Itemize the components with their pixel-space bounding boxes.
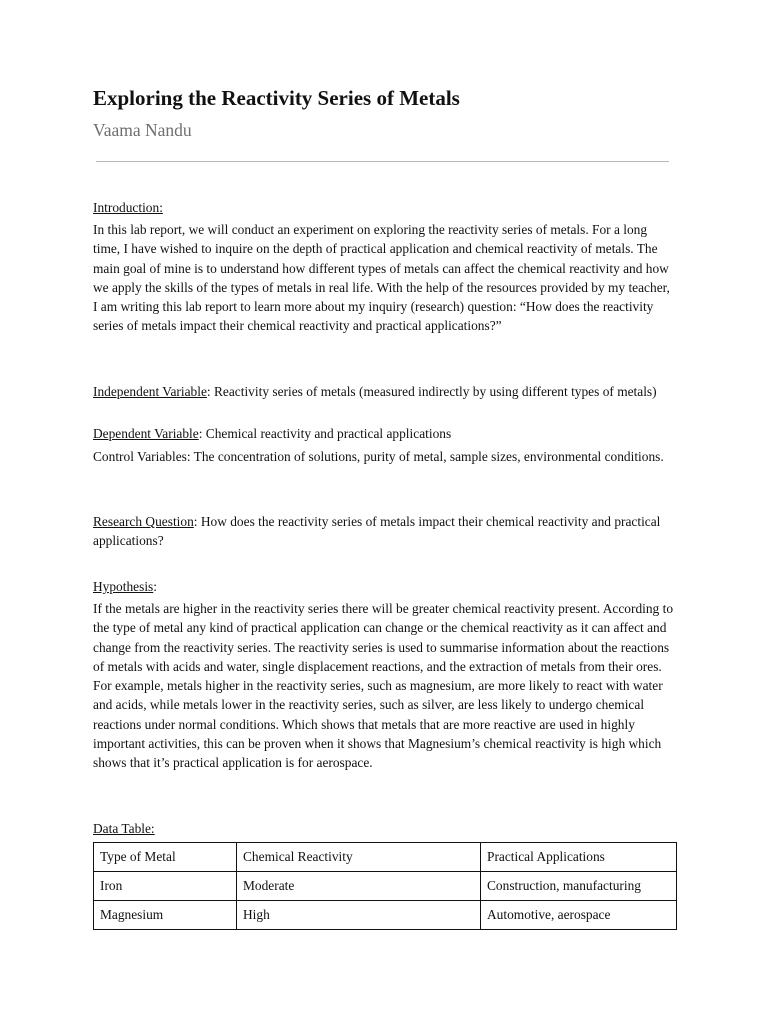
table-cell: Magnesium: [94, 901, 237, 930]
independent-variable-label: Independent Variable: [93, 384, 207, 399]
title-divider: [96, 161, 669, 162]
table-cell: Moderate: [237, 872, 481, 901]
introduction-paragraph: In this lab report, we will conduct an experiment on exploring the reactivity series of metals. For a long time, I have wished to inquire on the depth of practical application and chemical reactivity of metals. The main goal of mine is to understand how different types of metals can affect the chemical reactivity and how we apply the skills of the types of metals in real life. With the help of the resources provided by my teacher, I am writing this lab report to learn more about my inquiry (research) question: “How does the reactivity series of metals impact their chemical reactivity and practical applications?”: [93, 222, 670, 334]
hypothesis-paragraph: If the metals are higher in the reactivity series there will be greater chemical reactivity present. According to the type of metal any kind of practical application can change or the chemical reactivity as it can affect and change from the reactivity series. The reactivity series is used to summarise information about the reactions of metals with acids and water, single displacement reactions, and the extraction of metals from their ores. For example, metals higher in the reactivity series, such as magnesium, are more likely to react with water and acids, while metals lower in the reactivity series, such as silver, are less likely to undergo chemical reactions under normal conditions. Which shows that metals that are more reactive are used in highly important activities, this can be proven when it shows that Magnesium’s chemical reactivity is high which shows that it’s practical application is for aerospace.: [93, 601, 674, 771]
independent-variable: [93, 382, 675, 401]
table-header-cell: Type of Metal: [94, 843, 237, 872]
table-cell: Automotive, aerospace: [481, 901, 677, 930]
data-table-heading: [93, 819, 675, 838]
research-question-label: Research Question: [93, 514, 194, 529]
hypothesis-heading: [93, 577, 675, 596]
table-cell: High: [237, 901, 481, 930]
table-header-cell: Practical Applications: [481, 843, 677, 872]
data-table-heading-text: Data Table:: [93, 821, 155, 836]
hypothesis-colon: :: [153, 579, 157, 594]
dependent-variable-text: : Chemical reactivity and practical applications: [198, 426, 452, 441]
dependent-variable: [93, 424, 675, 443]
research-question: [93, 512, 675, 551]
research-question-text: : How does the reactivity series of metals impact their chemical reactivity and practical applications?: [93, 514, 661, 549]
table-cell: Construction, manufacturing: [481, 872, 677, 901]
independent-variable-text: : Reactivity series of metals (measured indirectly by using different types of metals): [206, 384, 657, 399]
data-table: [93, 842, 677, 930]
control-variables: Control Variables: The concentration of solutions, purity of metal, sample sizes, environmental conditions.: [93, 449, 664, 464]
document-title: Exploring the Reactivity Series of Metals: [93, 86, 460, 110]
table-header-row: [94, 843, 677, 872]
introduction-heading: [93, 198, 675, 217]
table-header-cell: Chemical Reactivity: [237, 843, 481, 872]
introduction-heading-text: Introduction:: [93, 200, 163, 215]
dependent-variable-label: Dependent Variable: [93, 426, 199, 441]
hypothesis-label: Hypothesis: [93, 579, 154, 594]
table-cell: Iron: [94, 872, 237, 901]
table-row: [94, 872, 677, 901]
author-name: Vaama Nandu: [93, 120, 192, 140]
table-row: [94, 901, 677, 930]
